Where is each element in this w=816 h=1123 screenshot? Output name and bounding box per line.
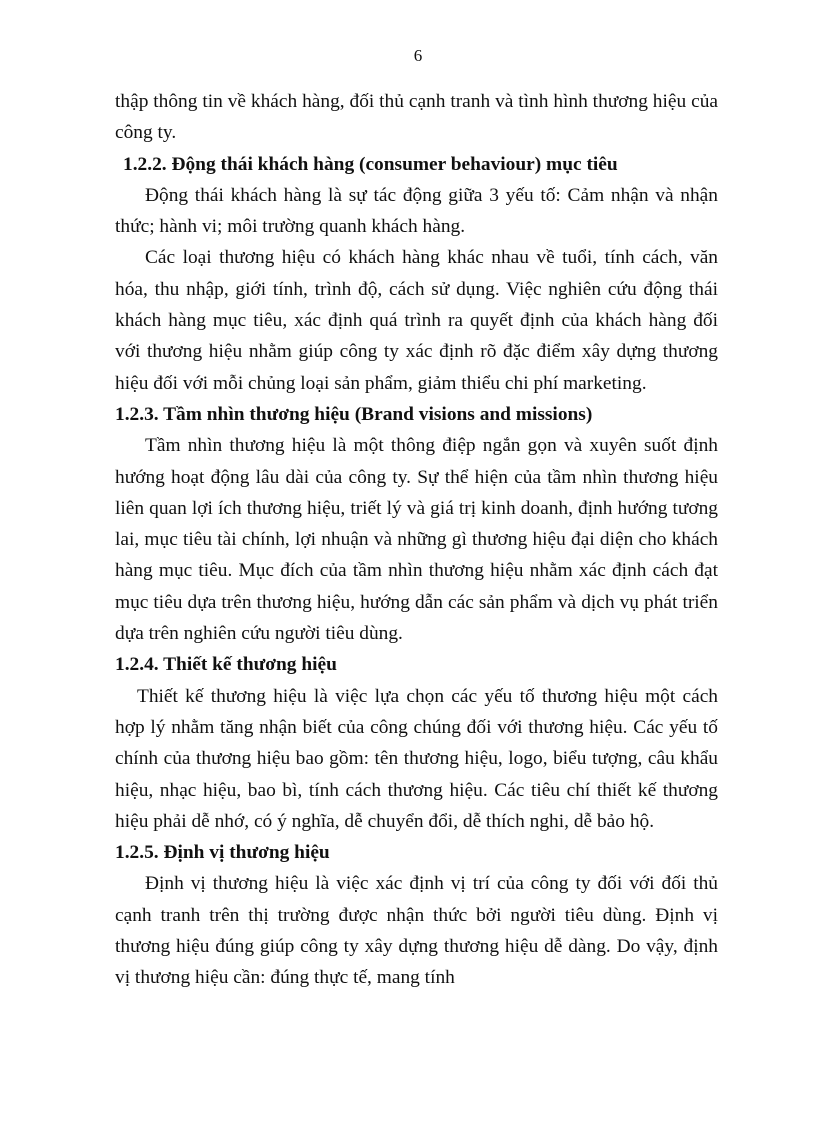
document-body [115, 86, 718, 994]
paragraph-brand-vision: Tầm nhìn thương hiệu là một thông điệp ngắn gọn và xuyên suốt định hướng hoạt động lâu dài của công ty. Sự thể hiện của tầm nhìn thương hiệu liên quan lợi ích thương hiệu, triết lý và giá trị kinh doanh, định hướng tương lai, mục tiêu tài chính, lợi nhuận và những gì thương hiệu đại diện cho khách hàng mục tiêu. Mục đích của tầm nhìn thương hiệu nhằm xác định cách đạt mục tiêu dựa trên thương hiệu, hướng dẫn các sản phẩm và dịch vụ phát triển dựa trên nghiên cứu người tiêu dùng. [115, 435, 718, 645]
heading-1-2-4: 1.2.4. Thiết kế thương hiệu [115, 654, 337, 676]
heading-1-2-2: 1.2.2. Động thái khách hàng (consumer behaviour) mục tiêu [123, 153, 618, 175]
heading-1-2-3: 1.2.3. Tầm nhìn thương hiệu (Brand visions and missions) [115, 403, 593, 425]
heading-1-2-5: 1.2.5. Định vị thương hiệu [115, 842, 330, 864]
paragraph-consumer-behaviour-definition: Động thái khách hàng là sự tác động giữa 3 yếu tố: Cảm nhận và nhận thức; hành vi; môi trường quanh khách hàng. [115, 184, 718, 238]
paragraph-continued: thập thông tin về khách hàng, đối thủ cạnh tranh và tình hình thương hiệu của công ty. [115, 91, 718, 144]
paragraph-brand-design: Thiết kế thương hiệu là việc lựa chọn các yếu tố thương hiệu một cách hợp lý nhằm tăng nhận biết của công chúng đối với thương hiệu. Các yếu tố chính của thương hiệu bao gồm: tên thương hiệu, logo, biểu tượng, câu khẩu hiệu, nhạc hiệu, bao bì, tính cách thương hiệu. Các tiêu chí thiết kế thương hiệu phải dễ nhớ, có ý nghĩa, dễ chuyển đổi, dễ thích nghi, dễ bảo hộ. [115, 685, 718, 832]
page-number: 6 [413, 46, 423, 65]
paragraph-brand-positioning: Định vị thương hiệu là việc xác định vị trí của công ty đối với đối thủ cạnh tranh trên thị trường được nhận thức bởi người tiêu dùng. Định vị thương hiệu đúng giúp công ty xây dựng thương hiệu dễ dàng. Do vậy, định vị thương hiệu cần: đúng thực tế, mang tính [115, 873, 718, 989]
paragraph-consumer-behaviour-research: Các loại thương hiệu có khách hàng khác nhau về tuổi, tính cách, văn hóa, thu nhập, giới tính, trình độ, cách sử dụng. Việc nghiên cứu động thái khách hàng mục tiêu, xác định quá trình ra quyết định của khách hàng đối với thương hiệu nhằm giúp công ty xác định rõ đặc điểm xây dựng thương hiệu đối với mỗi chủng loại sản phẩm, giảm thiểu chi phí marketing. [115, 247, 718, 394]
